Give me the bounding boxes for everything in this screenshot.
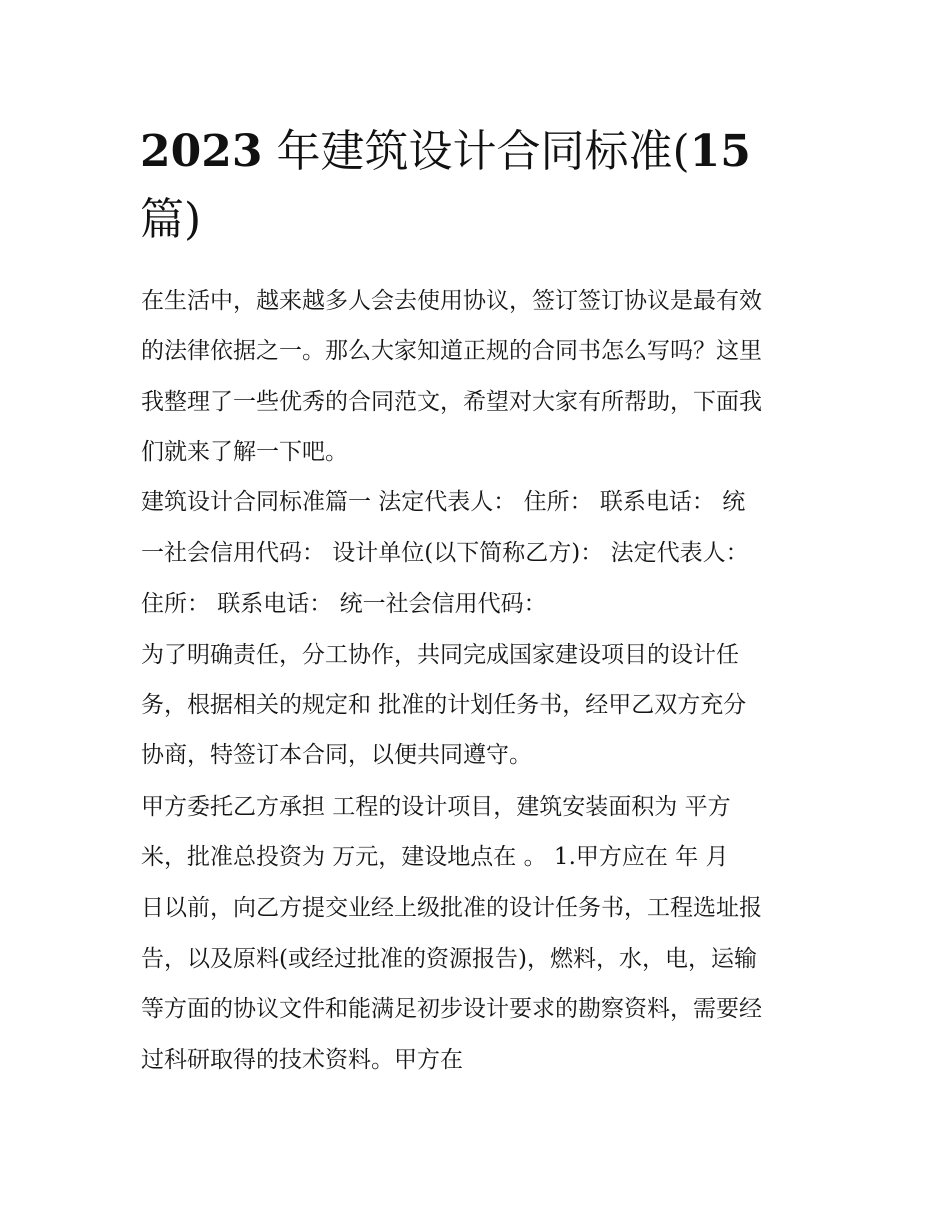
paragraph-line: 在生活中，越来越多人会去使用协议，签订签订协议是最有效	[141, 288, 762, 314]
title-year: 2023	[140, 126, 263, 177]
paragraph-line: 住所： 联系电话： 统一社会信用代码：	[141, 591, 547, 617]
paragraph-line: 米，批准总投资为 万元，建设地点在 。 1.甲方应在 年 月	[141, 844, 729, 870]
paragraph-line: 过科研取得的技术资料。甲方在	[141, 1047, 463, 1073]
paragraph-line: 的法律依据之一。那么大家知道正规的合同书怎么写吗？这里	[141, 338, 762, 364]
paragraph-line: 一社会信用代码： 设计单位(以下简称乙方)： 法定代表人：	[141, 540, 749, 566]
paragraph-line: 甲方委托乙方承担 工程的设计项目，建筑安装面积为 平方	[141, 794, 731, 820]
title-text: 年建筑设计合同标准(	[262, 126, 690, 177]
paragraph-line: 日以前，向乙方提交业经上级批准的设计任务书，工程选址报	[141, 895, 762, 921]
title-count: 15	[689, 126, 751, 177]
paragraph-line: 等方面的协议文件和能满足初步设计要求的勘察资料，需要经	[141, 996, 762, 1022]
title-line-2: 篇)	[140, 194, 202, 245]
paragraph-line: 为了明确责任，分工协作，共同完成国家建设项目的设计任	[141, 642, 739, 668]
paragraph-line: 告，以及原料(或经过批准的资源报告)，燃料，水，电，运输	[141, 946, 757, 972]
paragraph-line: 务，根据相关的规定和 批准的计划任务书，经甲乙双方充分	[141, 692, 747, 718]
document-title	[140, 118, 820, 254]
paragraph-line: 建筑设计合同标准篇一 法定代表人： 住所： 联系电话： 统	[141, 489, 746, 515]
paragraph-line: 我整理了一些优秀的合同范文，希望对大家有所帮助，下面我	[141, 389, 762, 415]
paragraph-line: 协商，特签订本合同，以便共同遵守。	[141, 742, 532, 768]
paragraph-line: 们就来了解一下吧。	[141, 439, 348, 465]
